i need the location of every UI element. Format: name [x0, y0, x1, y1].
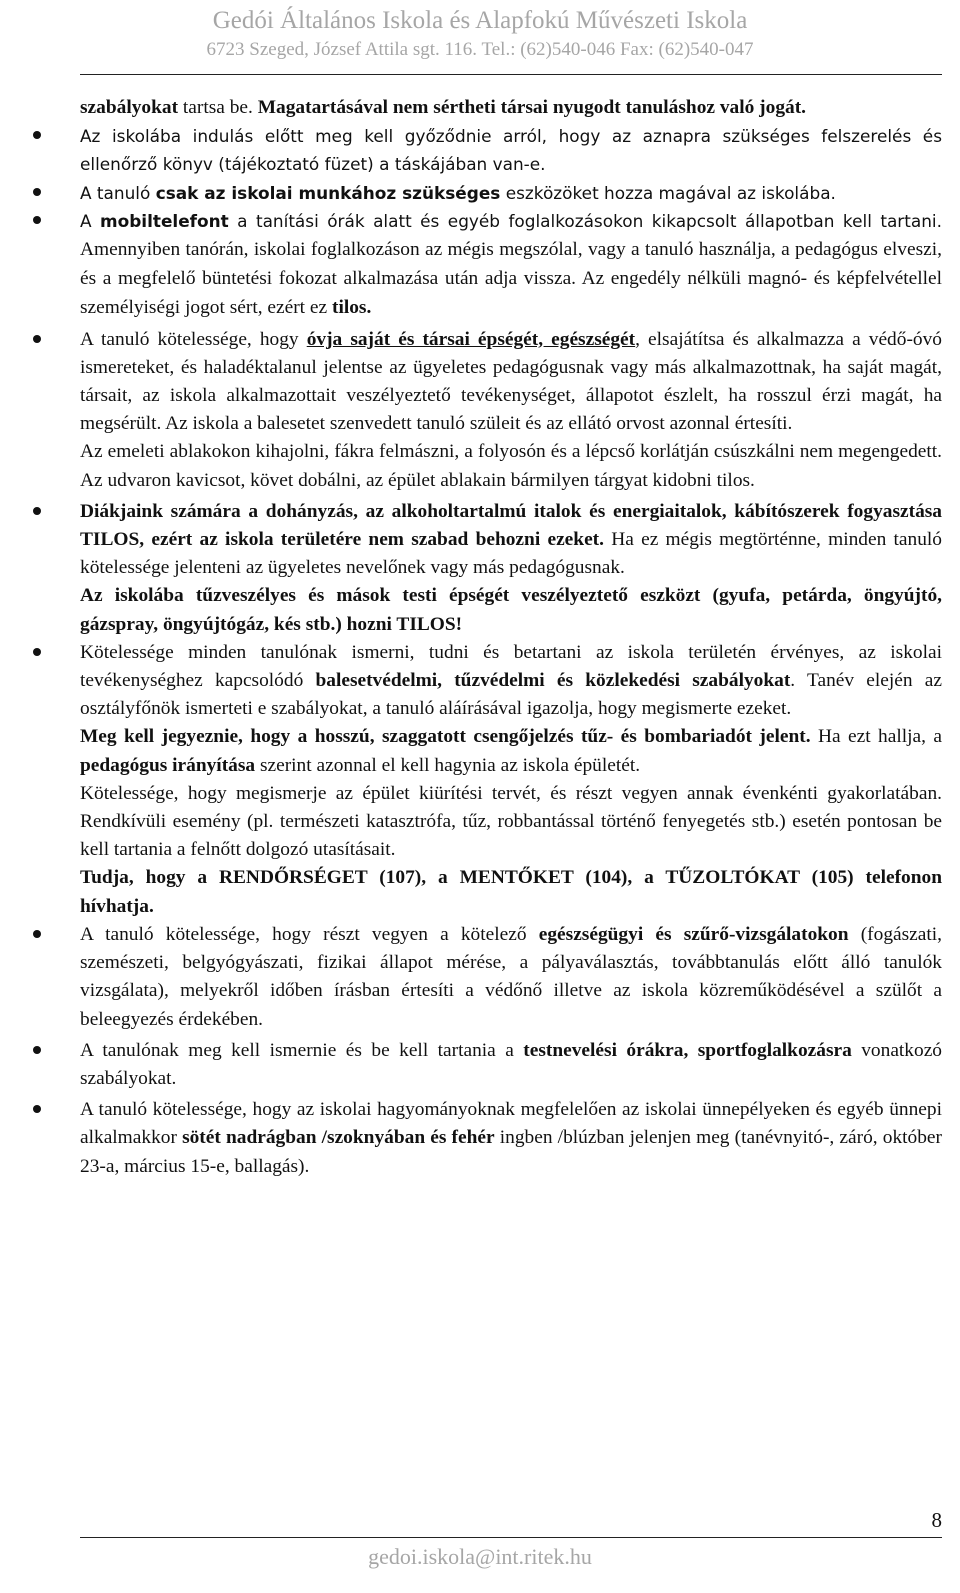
bold-text: Az iskolába tűzveszélyes és mások testi épségét veszélyeztető eszközt (gyufa, petárda, öngyújtó, gázspray, öngyújtógáz, kés stb.) hozni TILOS! [80, 585, 942, 635]
bullet-icon [33, 335, 41, 343]
bullet-icon [33, 1105, 41, 1113]
text: Az iskolába indulás előtt meg kell győződnie arról, hogy az aznapra szükséges felszerelés és ellenőrző könyv (tájékoztató füzet) a táskájában van-e. [80, 126, 942, 175]
text: Ha ezt hallja, a [810, 726, 942, 748]
text: eszközöket hozza magával az iskolába. [500, 182, 836, 203]
text: Az emeleti ablakokon kihajolni, fákra felmászni, a folyosón és a lépcső korlátján csúszkálni nem megengedett. Az udvaron kavicsot, követ dobálni, az épület ablakain bármilyen tárgyat kidobni tilos. [80, 441, 942, 491]
text: szerint azonnal el kell hagynia az iskola épületét. [255, 754, 641, 776]
bold-text: Magatartásával nem sértheti társai nyugodt tanuláshoz való jogát. [257, 97, 807, 118]
text: A [80, 210, 100, 231]
list-item-equipment-check [80, 122, 942, 178]
bullet-icon [33, 507, 41, 515]
bold-text: sötét nadrágban /szoknyában és fehér [182, 1127, 495, 1149]
bold-text: mobiltelefont [100, 210, 229, 231]
text: Ha ez mégis megtörténne, minden tanuló kötelessége jelenteni az ügyeletes nevelőnek vagy más pedagógusnak. [80, 529, 943, 579]
bold-text: balesetvédelmi, tűzvédelmi és közlekedési szabályokat [315, 670, 791, 692]
footer-divider [80, 1537, 942, 1538]
text: Kötelessége minden tanulónak ismerni, tudni és betartani az iskola területén érvényes, az iskolai tevékenységhez kapcsolódó [80, 641, 942, 692]
bullet-icon [33, 188, 41, 196]
bullet-icon [33, 648, 41, 656]
paragraph-emergency-numbers [80, 864, 942, 920]
bold-text: pedagógus irányítása [80, 754, 256, 776]
list-item-pe-rules [80, 1037, 942, 1093]
text: Amennyiben tanórán, iskolai foglalkozáson az mégis megszólal, vagy a tanuló használja, a pedagógus elveszi, és a megfelelő büntetési fokozat alkalmazása után adja vissza. Az engedély nélküli magnó- és képfelvétellel személyiségi jogot sért, ezért ez [80, 239, 942, 319]
footer-email: gedoi.iskola@int.ritek.hu [368, 1544, 592, 1569]
header-divider [80, 74, 942, 75]
text: A tanuló kötelessége, hogy részt vegyen a kötelező [80, 923, 539, 945]
bold-text: testnevelési órákra, sportfoglalkozásra [523, 1039, 852, 1061]
text: Kötelessége, hogy megismerje az épület kiürítési tervét, és részt vegyen annak évenkénti gyakorlatában. Rendkívüli esemény (pl. természeti katasztrófa, tűz, robbantással történő fenyegetés stb.) esetén pontosan be kell tartania a felnőtt dolgozó utasításait. [80, 782, 942, 861]
list-item-smoking-ban [80, 498, 942, 583]
bullet-icon [33, 1046, 41, 1054]
list-item-school-tools [80, 179, 942, 207]
document-body [80, 94, 942, 1181]
text: , elsajátítsa és alkalmazza a védő-óvó ismereteket, és haladéktalanul jelentse az ügyeletes pedagógusnak vagy más alkalmazottnak, ha saját magát, társait, az iskola alkalmazottait veszélyeztető tevékenységet, állapotot észlelt, ha rosszul érzi magát, ha megsérült. Az iskola a balesetet szenvedett tanuló szüleit és az ellátó orvost azonnal értesíti. [80, 328, 942, 435]
bold-text: Meg kell jegyeznie, hogy a hosszú, szaggatott csengőjelzés tűz- és bombariadót jelent. [80, 726, 811, 748]
letterhead [0, 6, 960, 62]
text: A tanuló kötelessége, hogy az iskolai hagyományoknak megfelelően az iskolai ünnepélyeken és egyéb ünnepi alkalmakkor [80, 1099, 942, 1149]
text: a tanítási órák alatt és egyéb foglalkozásokon kikapcsolt állapotban kell tartani. [228, 210, 942, 231]
paragraph-evacuation-plan [80, 780, 942, 865]
text: A tanuló [80, 182, 156, 203]
bullet-icon [33, 131, 41, 139]
bold-text: egészségügyi és szűrő-vizsgálatokon [538, 923, 849, 945]
bold-text: Diákjaink számára a dohányzás, az alkoholtartalmú italok és energiaitalok, kábítószerek fogyasztása TILOS, ezért az iskola területére nem szabad behozni ezeket. [80, 500, 942, 551]
bold-text: csak az iskolai munkához szükséges [155, 182, 501, 203]
bold-text: Tudja, hogy a RENDŐRSÉGET (107), a MENTŐKET (104), a TŰZOLTÓKAT (105) telefonon hívhatja. [80, 867, 942, 917]
bullet-icon [33, 930, 41, 938]
bullet-icon [33, 216, 41, 224]
text: tartsa be. [178, 97, 258, 118]
underlined-bold-text: óvja saját és társai épségét, egészségét [306, 328, 636, 350]
paragraph-dangerous-items [80, 582, 942, 638]
text: (fogászati, szemészeti, belgyógyászati, fizikai állapot mérése, a pályaválasztás, továbbtanulás előtt álló tanulók vizsgálata), melyekről időben írásban értesíti a védőnő illetve az iskola közreműködésével a szülőt a beleegyezés érdekében. [80, 923, 943, 1030]
text: . Tanév elején az osztályfőnök ismerteti e szabályokat, a tanuló aláírásával igazolja, hogy megismerte ezeket. [80, 670, 942, 720]
list-item-mobile-phone [80, 207, 942, 323]
text: vonatkozó szabályokat. [80, 1039, 943, 1089]
text: ingben /blúzban jelenjen meg (tanévnyitó-, záró, október 23-a, március 15-e, ballagás). [80, 1127, 942, 1177]
list-item-safety-rules [80, 639, 942, 724]
school-name: Gedói Általános Iskola és Alapfokú Művészeti Iskola [212, 7, 748, 34]
text: A tanulónak meg kell ismernie és be kell tartania a [80, 1039, 524, 1061]
page-number: 8 [931, 1508, 942, 1532]
list-item-safety-duty [80, 326, 942, 439]
list-item-health-screening [80, 921, 942, 1034]
paragraph-alarm-signal [80, 723, 942, 779]
text: A tanuló kötelessége, hogy [80, 328, 307, 350]
paragraph-prohibited-activities [80, 438, 942, 494]
paragraph-behavior-rules [80, 94, 942, 122]
bold-text: tilos. [331, 297, 372, 319]
school-address: 6723 Szeged, József Attila sgt. 116. Tel.: (62)540-046 Fax: (62)540-047 [206, 39, 754, 60]
bold-text: szabályokat [80, 97, 179, 118]
list-item-dress-code [80, 1096, 942, 1181]
